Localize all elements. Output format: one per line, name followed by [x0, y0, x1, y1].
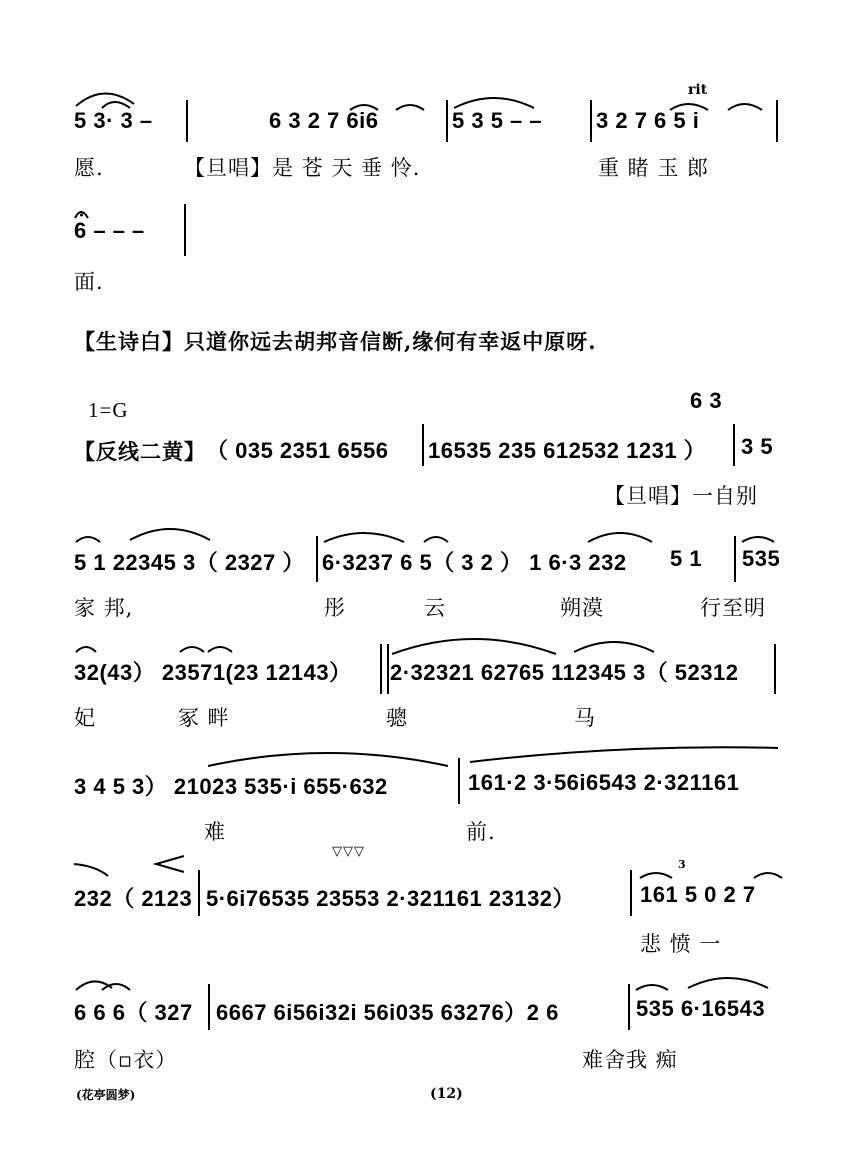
notes-3d: 535 — [742, 546, 781, 571]
notes-7b: 6667 6i56i32i 56i035 63276）2 6 — [216, 1000, 559, 1025]
double-barline — [380, 644, 389, 694]
system-7 — [74, 966, 784, 1072]
system-5 — [74, 742, 784, 842]
intro-notes-1: （ 035 2351 6556 — [206, 438, 389, 463]
notes-7c: 535 6·16543 — [636, 996, 766, 1021]
barline — [198, 870, 200, 916]
barline — [776, 100, 778, 142]
notes-1a: 5 3· 3 – — [74, 108, 153, 133]
notes-3b: 6·3237 6 5（ 3 2 ） 1 6·3 232 — [322, 550, 627, 575]
lyric-7a: 腔（▫衣） — [74, 1048, 178, 1072]
barline — [316, 536, 318, 582]
slurs — [74, 966, 784, 998]
system-3 — [74, 520, 784, 620]
section-tag: 【反线二黄】 — [74, 439, 206, 464]
lyric-3e: 行至明 — [700, 596, 766, 620]
notes-3a: 5 1 22345 3（ 2327 ） — [74, 550, 305, 575]
slurs — [74, 742, 784, 772]
page-number: (12) — [430, 1086, 463, 1102]
barline — [208, 984, 210, 1030]
barline — [422, 424, 424, 466]
notes-7a: 6 6 6（ 327 — [74, 1000, 193, 1025]
notes-1d: 3 2 7 6 5 i — [596, 108, 700, 133]
notes-1c: 5 3 5 – – — [452, 108, 543, 133]
lyric-5a: 难 — [204, 820, 226, 844]
notes-1b: 6 3 2 7 6i6 — [269, 108, 379, 133]
barline — [774, 644, 776, 694]
lyric-4c: 骢 — [386, 706, 408, 730]
lyric-4b: 冢 畔 — [178, 706, 230, 730]
recitative-line: 【生诗白】只道你远去胡邦音信断,缘何有幸返中原呀. — [74, 329, 597, 354]
notes-2a: 6 – – – — [74, 218, 145, 243]
notes-5b: 161·2 3·56i6543 2·321161 — [468, 770, 740, 795]
lyric-4a: 妃 — [74, 706, 96, 730]
notes-4b: 2·32321 62765 112345 3（ 52312 — [390, 660, 739, 685]
system-1 — [74, 80, 784, 190]
key-signature: 1=G — [88, 398, 129, 422]
triplet-mark: 3 — [678, 858, 686, 871]
header-numbers: 6 3 — [690, 388, 723, 413]
lyric-3a: 家 邦, — [74, 596, 134, 620]
lyric-7b: 难舍我 痴 — [582, 1048, 678, 1072]
notes-6c: 161 5 0 2 7 — [640, 882, 756, 907]
intro-notes-3: 3 5 — [741, 434, 774, 459]
system-6 — [74, 844, 784, 956]
barline — [734, 536, 736, 582]
lyric-6a: 悲 愤 一 — [640, 932, 722, 956]
barline — [628, 984, 630, 1030]
barline — [184, 204, 186, 256]
intro-notes-2: 16535 235 612532 1231 ） — [428, 438, 707, 463]
rit-marking: rit — [688, 82, 708, 98]
lyric-1a: 愿. — [74, 156, 104, 180]
notes-6a: 232（ 2123 — [74, 886, 193, 911]
system-4 — [74, 630, 784, 730]
footer-title: (花亭圆梦) — [76, 1088, 136, 1102]
notes-6b: 5·6i76535 23553 2·321161 23132） — [206, 886, 576, 911]
barline — [590, 100, 592, 142]
intro-lyric: 【旦唱】一自别 — [604, 484, 758, 508]
barline — [630, 870, 632, 916]
lyric-4d: 马 — [574, 706, 596, 730]
lyric-1c: 重 睹 玉 郎 — [598, 156, 710, 180]
barline — [186, 100, 188, 142]
barline — [733, 424, 735, 466]
notes-4a: 32(43） 23571(23 12143） — [74, 660, 352, 685]
barline — [446, 100, 448, 142]
lyric-3b: 彤 — [324, 596, 346, 620]
barline — [458, 758, 460, 804]
accent-marks: ▽▽▽ — [332, 844, 365, 859]
lyric-3c: 云 — [424, 596, 446, 620]
system-2 — [74, 204, 784, 294]
lyric-1b: 【旦唱】是 苍 天 垂 怜. — [184, 156, 421, 180]
notes-5a: 3 4 5 3） 21023 535·i 655·632 — [74, 774, 388, 799]
notes-3c: 5 1 — [670, 546, 703, 571]
lyric-5b: 前. — [466, 820, 496, 844]
lyric-3d: 朔漠 — [560, 596, 604, 620]
lyric-2a: 面. — [74, 270, 104, 294]
